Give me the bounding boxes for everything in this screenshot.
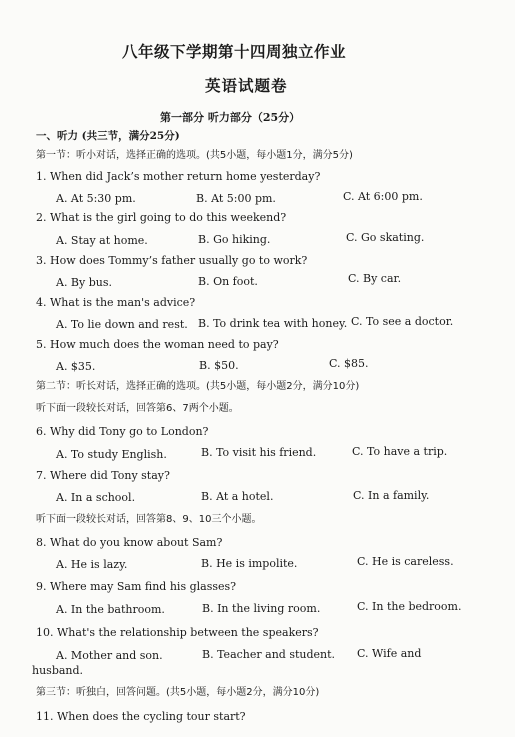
q1-option-c: C. At 6:00 pm. — [343, 190, 423, 203]
question-9: 9. Where may Sam find his glasses? — [36, 580, 237, 593]
paper-subtitle: 英语试题卷 — [205, 77, 288, 95]
section2-note-1: 听下面一段较长对话，回答第6、7两个小题。 — [36, 403, 239, 414]
section2-note-2: 听下面一段较长对话，回答第8、9、10三个小题。 — [36, 514, 262, 525]
q1-option-a: A. At 5:30 pm. — [56, 192, 136, 205]
q4-option-c: C. To see a doctor. — [351, 315, 454, 328]
q3-option-c: C. By car. — [348, 272, 402, 285]
q8-option-c: C. He is careless. — [357, 555, 454, 568]
section1-instructions: 第一节：听小对话，选择正确的选项。(共5小题，每小题1分，满分5分) — [36, 150, 353, 161]
question-3: 3. How does Tommy’s father usually go to work? — [36, 254, 308, 267]
q9-option-b: B. In the living room. — [202, 602, 321, 615]
question-5: 5. How much does the woman need to pay? — [36, 338, 279, 351]
q8-option-a: A. He is lazy. — [56, 558, 128, 571]
q9-option-c: C. In the bedroom. — [357, 600, 462, 613]
q2-option-c: C. Go skating. — [346, 231, 425, 244]
question-7: 7. Where did Tony stay? — [36, 469, 170, 482]
q3-option-b: B. On foot. — [198, 275, 258, 288]
q10-option-c: C. Wife and — [357, 647, 422, 660]
q6-option-c: C. To have a trip. — [352, 445, 448, 458]
section2-instructions: 第二节：听长对话，选择正确的选项。(共5小题，每小题2分，满分10分) — [36, 381, 360, 392]
question-10: 10. What's the relationship between the speakers? — [36, 626, 319, 639]
q5-option-b: B. $50. — [199, 359, 239, 372]
question-2: 2. What is the girl going to do this weekend? — [36, 211, 287, 224]
page-title: 八年级下学期第十四周独立作业 — [122, 43, 347, 61]
question-11: 11. When does the cycling tour start? — [36, 710, 246, 723]
q10-option-c-continued: husband. — [32, 664, 84, 677]
q7-option-a: A. In a school. — [56, 491, 136, 504]
part-heading: 第一部分 听力部分（25分） — [160, 111, 301, 124]
question-4: 4. What is the man's advice? — [36, 296, 196, 309]
question-1: 1. When did Jack’s mother return home yesterday? — [36, 170, 321, 183]
q2-option-a: A. Stay at home. — [56, 234, 148, 247]
q10-option-b: B. Teacher and student. — [202, 648, 336, 661]
question-8: 8. What do you know about Sam? — [36, 536, 223, 549]
q4-option-b: B. To drink tea with honey. — [198, 317, 348, 330]
q5-option-c: C. $85. — [329, 357, 369, 370]
q9-option-a: A. In the bathroom. — [56, 603, 165, 616]
q10-option-a: A. Mother and son. — [56, 649, 163, 662]
q3-option-a: A. By bus. — [56, 276, 112, 289]
q7-option-b: B. At a hotel. — [201, 490, 274, 503]
q8-option-b: B. He is impolite. — [201, 557, 298, 570]
question-6: 6. Why did Tony go to London? — [36, 425, 209, 438]
q5-option-a: A. $35. — [56, 360, 96, 373]
q6-option-b: B. To visit his friend. — [201, 446, 317, 459]
q6-option-a: A. To study English. — [56, 448, 167, 461]
section3-instructions: 第三节：听独白，回答问题。(共5小题，每小题2分，满分10分) — [36, 687, 320, 698]
section-heading: 一、听力 (共三节，满分25分) — [36, 130, 180, 142]
q7-option-c: C. In a family. — [353, 489, 430, 502]
q1-option-b: B. At 5:00 pm. — [196, 192, 276, 205]
q4-option-a: A. To lie down and rest. — [56, 318, 188, 331]
q2-option-b: B. Go hiking. — [198, 233, 271, 246]
